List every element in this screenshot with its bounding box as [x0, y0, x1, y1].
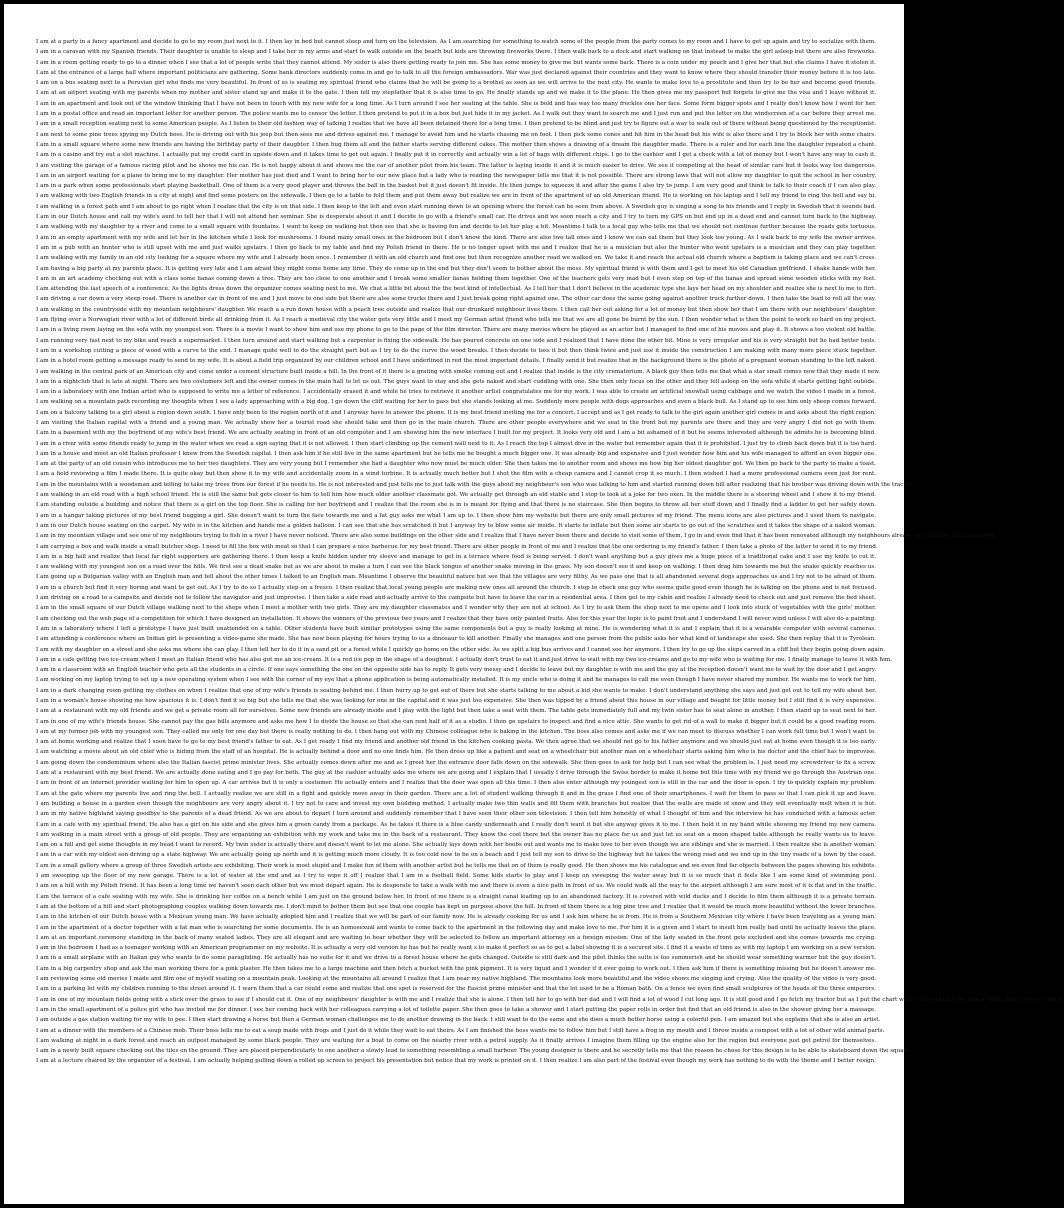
- text-line: I am in a postal office and read an important letter for another person. The police wants me to censor the letter. I then pretend to put it in a box but just hide it in my jacket. As I walk out they want to search me and I just run and put the letter on the windscreen of a car before they arrest me.: [36, 111, 876, 118]
- text-line: I am in a small airplane with an Italian guy who wants to do some paragliding. He actually has no suite for it and we drive to a forest house where he gets changed. Outside is still dark and the pilot thinks the suite is too summerish and he should wear something warmer but the guy doesn't.: [36, 955, 876, 962]
- text-line: I am in a pub with an hunter who is still upset with me and just walks upstairs. I then go back to my table and find my Polish friend in there. He is no longer upset with me and I realize that he is a musician but also the hunter who went upstairs is a musician and they can play together.: [36, 244, 876, 251]
- text-line: I am in an art academy checking out with a class some lianas coming down a tree. They are too close to one another and I break some smaller lianas holding them together. One of the teachers gets very mad but I even step on top of the lianas and spread some wooden sticks with my feet.: [36, 275, 876, 282]
- text-line: I am walking in the countryside with my mountain neighbours' daughter. We reach a a run down house with a peach tree outside and realize that our drunkard neighbour lives there. I then call her out asking for a lot of money but then show her that I am there with our neighbours' daughter.: [36, 306, 876, 313]
- text-line: I am walking with my daughter by a river and come to a small square with fountains. I want to keep on walking but then see that she is having fun and decide to let her play a bit. Meantime I talk to a local guy who tells me that we should not continue further because the roads gets tortuous.: [36, 224, 876, 231]
- text-line: I am in a small reception seating next to some American people. As I listen to their old fashion way of talking I realize that we have all been detained there for a long time. I then pretend to be blind and just try to figure out a way to walk out of there without being questioned by the receptionist.: [36, 121, 876, 128]
- text-line: I am attending the last speech of a conference. As the lights dress down the organizer comes seating next to me. We chat a little bit about the the best kind of intellectual. As I tell her that I don't believe in the academic type she lays her head on my shoulder and realize she is next to me to flirt.: [36, 286, 876, 293]
- text-line: I am going up a Bulgarian valley with an English man and tell about the other times I talked to an English man. Meantime I observe the beautiful nature but see that the villages are very filthy. As we pass one that is all abandoned several dogs approaches us and I try not to be afraid of them.: [36, 574, 876, 581]
- text-line: I am at a dinner with the members of a Chinese mob. Their boss tells me to eat a soup made with frogs and I just do it while they wait to eat theirs. As I am finished the boss wants me to follow him but I still have a frog in my mouth and I throw inside a compost with a lot of other wild animal parts.: [36, 1027, 885, 1034]
- text-line: I am running very fast next to my bike and reach a supermarket. I then turn around and start walking but a carpenter is fixing the sidewalk. He has poured concrete on one side and I realized that I have done the other bit. Mine is very irregular and his is very straight but he had better tools.: [36, 337, 876, 344]
- text-line: I am at a restaurant with my old friends and we get a private room all for ourselves. Some new friends are already inside and I play with the light but then take a seat with them. The table gets immediately full and my twin sister has to seat alone in another. I then stand up to seat next to her.: [36, 708, 876, 715]
- text-line: I am having a big party at my parents place. It is getting very late and I am afraid they might come home any time. They do come up in the end but they don't seem to bother about the mess. My spiritual friend is with them and I get to meet his old Canadian girlfriend. I shake hands with her.: [36, 265, 876, 272]
- text-line: I am in a park when some professionals start playing basketball. One of them is a very good player and throws the ball in the basket but it just doesn't fit inside. He then jumps to squeeze it and after the game I also try to jump. I am very good and think to talk to their coach if I can also play.: [36, 183, 876, 190]
- text-line: I am in a big carpentry shop and ask the man working there for a pink plaster. He then takes me to a large machine and then fetch a bucket with the pink pigment. It is very liquid and I wonder if it ever going to work out. I then ask him if there is something missing but he doesn't answer me.: [36, 965, 876, 972]
- text-line: I am in one of my wife's friends house. She cannot pay the gas bills anymore and asks me how I to divide the house so that she can rent half of it as a studio. I then go upstairs to inspect and find a nice attic. She wants to get rid of a wall to make it bigger but it could be a good reading room.: [36, 718, 876, 725]
- text-line: I am at an important ceremony standing in the back of many seated ladies. They are all elegant and are waiting to hear whether they will be selected to follow an important attorney on a foreign mission. One of the lady seated in the front gets excluded and she comes towards me crying.: [36, 934, 876, 941]
- text-line: I am in a parking lot with my children running to the street around it. I warn them that a car could come and realize that one spot is reserved for the Fascist prime minister and that the lot used to be a Roman bath. On a fence we even find small sculptures of the heads of the three emperors.: [36, 986, 876, 993]
- text-line: I am next to some pine trees spying my Dutch boss. He is driving out with his jeep but then sees me and drives against me. I manage to avoid him and he starts chasing me on foot. I then pick some cones and hit him in the head but his wife is also there and I try to block her with some chairs.: [36, 131, 876, 138]
- text-line: I am carrying a box and walk inside a small butcher shop. I need to fill the box with meat so that I can prepare a nice barbecue for my best friend. There are other people in front of me and I realize that the one ordering is my friend's father. I then take a photo of the latter to send it to my friend.: [36, 543, 878, 550]
- text-line: I am in a classroom with an English teacher who gets all the students in a circle. If one says something the one on the opposite side has to reply. It gets very messy and I decide to leave but my daughter is with me and the guy at the reception doesn't want me to wait by the door and I get angry.: [36, 667, 876, 674]
- text-line: I am walking with two English friends in a city at night and find some posters on the sidewalk. I then go to a table to fold them and put them away but realize we are in front of the apartment of an old American friend. He is working on his laptop and I tell my friend to ring the bell and say hi.: [36, 193, 876, 200]
- text-line: I am in a hangar taking pictures of my best friend hugging a girl. She doesn't want to turn the face towards me and a fat guy asks me what I am up to. I then show him my website but there are only small pictures of my friend. The menu icons are also pictures and I used them to navigate.: [36, 512, 876, 519]
- text-line: I am in our Dutch house seating on the carpet. My wife is in the kitchen and hands me a golden balloon. I can see that she has scratched it but I anyway try to blow some air inside. It starts to inflate but then some air starts to go out of the scratches and it takes the shape of a naked woman.: [36, 522, 876, 529]
- text-line: I am in the small apartment of a police girl who has invited me for dinner. I see her coming back with her colleagues carrying a lot of toilette paper. She then goes to take a shower and I start putting the paper rolls in order but find that an old friend is also in the shower giving her a massage.: [36, 1006, 876, 1013]
- text-line: I am walking in an old road with a high school friend. He is still the same but gets closer to him to tell him how much older another classmate got. We actually get through an old stable and I stop to look at a joke for two oxen. In the middle there is a steering wheel and I show it to my friend.: [36, 492, 876, 499]
- text-line: I am the terrace of a cafe seating with my wife. She is drinking her coffee on a bench while I am just on the ground below her. In front of me there is a straight canal leading up to an abandoned factory. It is covered with wild ducks and I decide to film them although it is a private terrain.: [36, 893, 876, 900]
- text-line: I am in front of an internet provider waiting for him to open up. A car arrives but it is only a costumer. He actually enters and I realize that the door was open all this time. I then also enter although my youngest son is still in the car and the door is open. I try to quickly explain my problem.: [36, 780, 876, 787]
- text-line: I am checking out the web page of a competition for which I have designed an installation. It shows the winners of the previous two years and I realize that they have only painted fruits. Also for this year the topic is to paint fruit and I understand I will never wind unless I will also do a painting.: [36, 615, 876, 622]
- text-line: I am building a house in a garden even though the neighbours are very angry about it. I try not to care and invest my own building method. I actually make two thin walls and fill them with branches but realize that the walls are made of snow and they will eventually melt when it is hot.: [36, 800, 876, 807]
- text-line: I am walking with my family in an old city looking for a square where my wife and I already been once. I remember it with an old church and find one but then recognize another road we walked on. We take it and reach the actual old church where a baptism is taking place and we can't cross.: [36, 255, 876, 262]
- text-line: I am walking in a main street with a group of old people. They are organizing an exhibition with my work and take me in the back of a restaurant. They know the cool there but the owner has no place for us and just let us seat on a moon shaped table although he really wants us to leave.: [36, 831, 876, 838]
- text-line: I am in a casino and try out a slot machine. I actually put my credit card in upside down and it takes time to get out again. I finally put it in correctly and actually win a lot of bags with different chips. I go to the cashier and I get a check with a lot of money but I won't have any way to cash it.: [36, 152, 876, 159]
- text-line: I am walking in a forest path and I am about to go right when I realize that the city is on that side. I then keep to the left and even start running down to an opening where the forest can be seen from above. A Swedish guy is singing a song to his friends and I reply in Swedish that it sounds bad.: [36, 203, 876, 210]
- text-line: I am driving on a road to a campsite and decide not to follow the navigator and just improvise. I then take a side road and actually arrive to the campsite but have to leave the car in a residential area. I then get to my cabin and realize I already need to check out and just remove the bed sheet.: [36, 595, 876, 602]
- text-line: I am at the gate where my parents live and ring the bell. I actually realize we are still in a fight and quickly move away in their garden. There are a lot of student walking through it and in the grass I find one of their smartphones. I wait for them to pass so that I can pick it up and leave.: [36, 790, 876, 797]
- text-line: I am in the kitchen of our Dutch house with a Mexican young man. We have actually adopted him and I realize that we will be part of our family now. He is already cooking for us and I ask him where he is from. He is from a Southern Mexican city where I have been traveling as a young man.: [36, 914, 876, 921]
- text-line: I am watching a movie about an old chief who is hiding from the staff of an hospital. He is actually behind a door and no one finds him. He then dress up like a patient and seat on a wheelchair but another man on a wheelchair starts asking him who is his doctor and the chief has to improvise.: [36, 749, 876, 756]
- text-line: I am in the small square of our Dutch village walking next to the shops when I meet a mother with two girls. They are my daughter classmates and I wonder why they are not at school. As I try to ask them the shop next to me opens and I look into stuck of vegetables with the girls' mother.: [36, 605, 876, 612]
- text-line: I am at a lecture chaired by the organizer of a festival. I am actually helping pulling down a rolled up screen to project his presentation but notice that my work is printed on it. I then realize I am also part of the festival even though my work has nothing to do with the theme and I better resign.: [36, 1058, 876, 1065]
- text-line: I am in the bedroom I had as a teenager working with an American programmer on my website. It is actually a very old version he has but he really want s to make it perfect so as to get a label showing it is a secured site. I find it a waste of time as with my laptop I am working on a new version.: [36, 945, 876, 952]
- text-line: I am at home working and realize that I soon have to go to my best friend's father to eat. As I get ready I find my friend and another old friend in the kitchen cooking pasta. We then agree that we should not go to his father anymore and we should just eat at home even though it is too early.: [36, 739, 876, 746]
- text-line: I am in an airport waiting for a plane to bring me to my daughter. Her mother has just died and I want to bring her to our new place but a lady who is reading the newspaper tells me that it is not possible. There are strong laws that will not allow my daughter to quit the school in her country.: [36, 172, 876, 179]
- document-page: [4, 4, 1064, 1204]
- text-line: I am in my native highland saying goodbye to the parents of a dead friend. As we are about to depart I turn around and suddenly remember that I have seen their other son television. I then tell him honestly of what I thought of him and the interview he has conducted with a famous actor.: [36, 811, 876, 818]
- text-line: I am in one of my mountain fields going with a stick over the grass to see if I should cut it. One of my neighbours' daughter is with me and I realize that she is alone. I then tell her to go with her dad and I will find a lot of wood I cut long ago. It is still good and I go fetch my tractor but as I put the chart with a chain behind her father starts driving away with it.: [36, 996, 1064, 1003]
- text-line: I am at the party of an old cousin who introduces me to her two daughters. They are very young but I remember she had a daughter who now must be much older. She then takes me to another room and shows me how big her oldest daughter got. We then go back to the party to make a toast.: [36, 461, 876, 468]
- text-line: I am in a living room laying on the sofa with my youngest son. There is a movie I want to show him and use my phone to go to the page of the film director. There are many movies where he played as an actor but I managed to find one of his movies and play it. It shows a too violent old battle.: [36, 327, 876, 334]
- text-line: I am flying over a Norwegian river with a lot of different birds all drinking from it. As I reach a medieval city the water gets very little and I meet my German artist friend who tells me that we are all gone be burnt by the sun. I then wonder what is then the point to work so hard on my project.: [36, 317, 876, 324]
- text-line: I am visiting the garage of a famous racing pilot and he shows me his car. He is not happy about it and shows me the car of another pilot from his team. The latter is laying inside it and it is much easier to drive. We see it competing at the head of similar cars but it looks way too dangerous.: [36, 162, 876, 169]
- text-line: I am in a river with some friends ready to jump in the water when we read a sign saying that it is not allowed. I then start climbing up the cement wall next to it. As I reach the top I almost dive in the water but remember again that it is prohibited. I just try to climb back down but it is too hard.: [36, 440, 876, 447]
- text-line: I am working on my laptop trying to set up a new operating system when I see with the corner of my eye that a phone application is being automatically installed. It is my uncle who is doing it and he manages to call me even though I have never shared my number. He wants me to work for him.: [36, 677, 876, 684]
- text-line: I am at an airport seating with my parents when my mother and sister stand up and make it to the gate. I then tell my stepfather that it is also time to go. He finally stands up and we make it to the plane. He then gives me my passport but forgets to give me the visa and I leave without it.: [36, 90, 876, 97]
- text-line: I am in the apartment of a doctor together with a fat man who is searching for some documents. He is an homosexual and wants to come back to the apartment in the following day and make love to me. For him it is a given and I start to insult him really bad until he actually leaves the place.: [36, 924, 876, 931]
- text-line: I am at my former job with my youngest son. They called me only for one day but there is really nothing to do. I then hang out with my Chinese colleague who is baking in the kitchen. The boss also comes and asks me if we can meet to discuss whether I can work full time but I won't want to.: [36, 728, 876, 735]
- text-line: I am a field reviewing a film I made there. It is quite okay but then show it to my wife and accidentally zoom in a wind turbine. It is actually much better but I shot the film with a cheap camera and I cannot crop it so much. I then wished I had a more professional camera even just for rent.: [36, 471, 876, 478]
- text-line: I am in a room getting ready to go to a dinner when I see that a lot of people write that they cannot attend. My sister is also there getting ready to join me. She has some money to give me but wants some back. There is a coin under my pouch and I give her that but she claims I have it stolen it.: [36, 59, 876, 66]
- text-line: I am in my mountain village and see one of my neighbours trying to fish in a river I have never noticed. There are also some buildings on the other side and I realize that I have never been there and decide to visit some of them. I go in and even find that it has been renovated although my neighbours already packed their vehicles inside.: [36, 533, 996, 540]
- text-line: I am on a hill and get some thoughts in my head I want to record. My twin sister is actually there and doesn't want to let me alone. She actually lays down with her boobs out and wants me to make love to her even though we are siblings and she is married. I then realize she is another woman.: [36, 842, 876, 849]
- text-line: I am in a basement with my the boyfriend of my wife's best friend. We are actually seating in front of an old computer and I am showing him the new interface I built for my project. It looks very old and I am a bit ashamed of it but he seems interested although he admits he is becoming blind.: [36, 430, 876, 437]
- text-line: I am at the entrance of a large hall where important politicians are gathering. Some bank directors suddenly come in and go to talk to all the foreign ambassadors. War was just declared against their countries and they want to know where they should transfer their money before it is too late.: [36, 69, 876, 76]
- text-line: I am walking at night in a dark forest and reach an outpost managed by some black people. They are waiting for a boat to come on the nearby river with a petrol supply. As it finally arrives I imagine them filling up the engine also for the region but everyone just get petrol for themselves.: [36, 1037, 876, 1044]
- text-line: I am in the mountains with a woodsman and telling to take my trees from our forest if he needs to. He is not interested and just tells me to just talk with the guys about my neighbour's son who was talking to him and started running down hill after realizing that his brother was driving down with the tractor.: [36, 481, 913, 488]
- text-line: I am in a workshop cutting a piece of wood with a curve to the end. I manage quite well to do the straight part but as I try to do the curve the wood breaks. I then decide to toss it but then think twice and just use it inside the construction I am making with many more piece stuck together.: [36, 347, 876, 354]
- text-line: I am driving a car down a very steep road. There is another car in front of me and I just move to one side but there are also some trucks there and I just break going right against one. The other car does the same going against another truck further down. I then take the lead to roll all the way.: [36, 296, 876, 303]
- text-line: I am in a church but find it very boring and want to get out. As I try to do so I actually step on a fresco. I then realize that local young people are making new ones all around the church. I stop to check one guy who seems quite good even though he is talking on the phone and is not focused.: [36, 584, 876, 591]
- text-line: I am in a laboratory with one Indian artist who is supposed to write me a letter of reference. I accidentally erased it and while he tries to retrieve it another artist congratulates me for my work. I was able to create an artificial snowfall using cabbage and we watch the video I made in a forest.: [36, 389, 876, 396]
- text-line: I am in a cafe getting two ice-cream when I meet an Italian friend who has also got me an ice-cream. It is a red ice pop in the shape of a doughnut. I actually don't trust to eat it and just drive to wait with my two ice-creams and go to my wife who is waiting for me. I finally manage to leave it with him.: [36, 656, 893, 663]
- text-line: I am going down the condominium where also the Italian fascist prime minister lives. She actually comes down after me and as I greet her the entrance door falls down on the sidewalk. She then goes to ask for help but I can see what the problem is. I just need my screwdriver to fix a screw.: [36, 759, 876, 766]
- text-line: I am outside a gas station waiting for my wife to pee. I then start drawing a horse but then a German woman challenges me to do another drawing in the back. I still want to do the same and she does a much better horse using a colorful pen. I am amazed but she explains that she is also an artist.: [36, 1017, 881, 1024]
- text-line: I am in a cafe with my spiritual friend. He also has a girl on his side and she gives him a green candy from a package. As he takes it there is a blue candy underneath and I really don't want it but she anyway gives it to me. I then hold it in my hand while showing my friend my new camera.: [36, 821, 876, 828]
- text-line: I am in a caravan with my Spanish friends. Their daughter is unable to sleep and I take her in my arms and start to walk outside on the beach but kids are throwing fireworks there. I then walk back to a dock and start walking on that instead to make the girl asleep but there are also fireworks.: [36, 49, 876, 56]
- text-line: I am in a nightclub that is late at night. There are two costumers left and the owner comes in the main hall to let us out. The guys want to stay and she gets naked and start cuddling with one. She then only focus on the other and they fell asleep on the sofa while it starts getting light outside.: [36, 378, 876, 385]
- text-line: I am walking in the central park of an American city and come under a cement structure built inside a hill. In the front of it there is a grating with smoke coming out and I realize that inside is the city crematorium. A black guy then tells me that what a star small comes now that they made it new.: [36, 368, 881, 375]
- text-line: I am sweeping up the floor of my new garage. There is a lot of water at the end and as I try to wipe it off I realize that I am in a football field. Some kids starts to play and I keep on sweeping the water away but it is so much that it feels like I am some kind of swimming pool.: [36, 873, 876, 880]
- text-line: I am walking with my youngest son on a road over the hills. We first see a dead snake but as we are about to make a turn I can see the black tongue of another snake moving in the grass. My son doesn't see it and keep on walking. I then drag him towards me but the snake quickly reaches us.: [36, 564, 876, 571]
- text-line: I am in a dark changing room getting my clothes on when I realize that one of my wife's friends is seating behind me. I then hurry up to get out of there but she starts talking to me about a kid she wants to make. I don't understand anything she says and just get out to tell my wife about her.: [36, 687, 876, 694]
- text-line: I am at a restaurant with my best friend. We are actually done eating and I go pay for both. The guy at the cashier actually asks me where we are going and I explain that I usually I drive through the Swiss border to make it home but this time with my friend we go through the Austrian one.: [36, 770, 876, 777]
- text-line: I am in a hotel room getting a message ready to send to my wife. It is about a field trip organized by our children school and I have underlined in red the most important details. I finally send it but realize that in the background there is the photo of a pregnant woman standing to the left naked.: [36, 358, 876, 365]
- text-line: I am at the bottom of a hill and start photographing couples walking down towards me. I don't mind to bother them but see that one couple has kept on purpose above the hill. In front of them there is a big pine tree and I realize that it would be much more beautiful without the lower branches.: [36, 903, 876, 910]
- text-line: I am reviewing some old movies I made and film one of myself seating on a mountain peak. Looking at the mountains all around I realize that I am near my native highland. The mountains look more beautiful and the video shows me singing and crying. Also the quality of the video is very good.: [36, 976, 876, 983]
- text-line: I am in our Dutch house and call my wife's aunt to tell her that I will not attend her seminar. She is desperate about it and I decide to go with a friend's small car. He drives and we soon reach a city and I try to turn my GPS on but end up in a dead end and cannot turn back to the highway.: [36, 214, 876, 221]
- text-line: I am walking on a mountain path recording my thoughts when I see a lady approaching with a big dog. I go down the cliff waiting for her to pass but she stands looking at me. Suddenly more people with dogs approaches and even a black bull. As I stand up to see him only sheep comes forward.: [36, 399, 876, 406]
- text-line: I am at a party in a fancy apartment and decide to go to my room just next to it. I then lay in bed but cannot sleep and turn on the television. As I am searching for something to watch some of the people from the party comes to my room and I have to get up again and try to socialize with them.: [36, 39, 876, 45]
- text-line: I am on a balcony talking to a girl about a region down south. I have only been to the region north of it and I anyway have to answer the phone. It is my best friend inviting me for a concert. I accept and as I get ready to talk to the girl again another girl comes in and asks about the right region.: [36, 409, 876, 416]
- text-line: I am in a newly built square checking out the tiles on the ground. They are placed perpendicularly to one another a slowly lead to something resembling a small harbour. The young designer is there and he secretly tells me that the reason he chose for this design is to be able to skateboard down the square.: [36, 1048, 912, 1055]
- text-line: I am in a laboratory where I left a prototype I have just built unattended on a table. Other students have built similar prototypes using the same components but a guy is really looking at mine. He is wondering what it is and I explain that it is a wearable computer with several cameras.: [36, 625, 876, 632]
- text-line: I am in a house and meet an old Italian professor I knew from the Swedish capital. I then ask him if he still live in the same apartment but he tells me he bought a much bigger one. It was already big and expensive and I just wonder how him and his wife managed to afford an even bigger one.: [36, 450, 876, 457]
- text-line: I am in a big hall and realize that local far right supporters are gathering there. I then keep a knife hidden under my sleeve and manage to get in a terrace where food is being served. I don't want anything but a guy gives me a huge piece of a traditional cake and I use my knife to cut it.: [36, 553, 876, 560]
- text-line: I am in an empty apartment with my wife and let her in the kitchen while I look for mushrooms. I found many small ones in the bedroom but I don't know the kind. There are also two tall ones and I know we can eat them but they look too young. As I walk back to my wife the owner arrives.: [36, 234, 876, 241]
- text-line: I am with my daughter on a street and she asks me where she can play. I then tell her to do it in a sand pit or a forest while I quickly go home on the other side. As we split a big bus arrives and I cannot see her anymore. I then try to go up the steps carved in a cliff but they begin going down again.: [36, 646, 886, 653]
- text-line: I am attending a conference where an Indian girl is presenting a video-game she made. She has now been playing for hours trying to us a dinosaur to kill another. Finally she manages and one person from the public asks her what kind of landscape she used. She then replay that it is Tyrolean.: [36, 636, 876, 643]
- text-line: I am in a small square where some new friends are having the birthday party of their daughter. I then hug them all and the father starts serving different cakes. The mother then shows a drawing of a dream the daughter made. There is a ruler and for each line the daughter repeated a chant.: [36, 141, 876, 148]
- text-line: I am on a hill with my Polish friend. It has been a long time we haven't seen each other but we must depart again. He is desperate to take a walk with me and there is even a nice path in front of us. We could walk all the way to the airport although I am sure most of it is flat and in the traffic.: [36, 883, 876, 890]
- text-line: I am on a bus seating next to a Peruvian girl who finds me very beautiful. In front of us is seating my spiritual friend who claims that he will be going to a brothel as soon as we will arrive to the next city. He wants to make love to a prostitute and then try to be her and become good friends.: [36, 80, 876, 87]
- text-line: I am in an apartment and look out of the window thinking that I have not been in touch with my new wife for a long time. As I turn around I see her seating at the table. She is bold and has way too many freckles one her face. Some form bigger spots and I really don't know how I went for her.: [36, 100, 876, 107]
- text-line: I am visiting the Italian capital with a friend and a young man. We actually show her a tourist road she should take and then go in the main church. There are other people everywhere and we seat in the front but my parents are there and they are very angry I did not go with them.: [36, 419, 876, 426]
- text-line: I am in a car with my oldest son driving up a state highway. We are actually going up north and it is getting much more cloudy. It is too cold now to be on a beach and I just tell my son to drive to the highway but he takes the wrong road and we end up in the tiny roads of a town by the coast.: [36, 852, 876, 859]
- text-line: I am in a small gallery where a group of three Swedish artists are exhibiting. Their work is most stupid and I make fun of them with another artist but he tells me that on of them is really good. He then shows me his catalogue and we even find far objects between the pages showing his exhibits.: [36, 862, 876, 869]
- text-line: I am in a woman's house showing me how spacious it is. I don't find it so big but she tells me that she was looking for one in the capital and it was just too expensive. She then was tipped by a friend about this house in our village and bought for little money but I still find it is very expensive.: [36, 698, 876, 704]
- text-line: I am standing outside a building and notice that there is a girl on the top floor. She is calling for her boyfriend and I realize that the room she is in is meant for flying and that there is no staircase. She then begins to throw all her stuff down and I finally find a ladder to get her safely down.: [36, 502, 876, 509]
